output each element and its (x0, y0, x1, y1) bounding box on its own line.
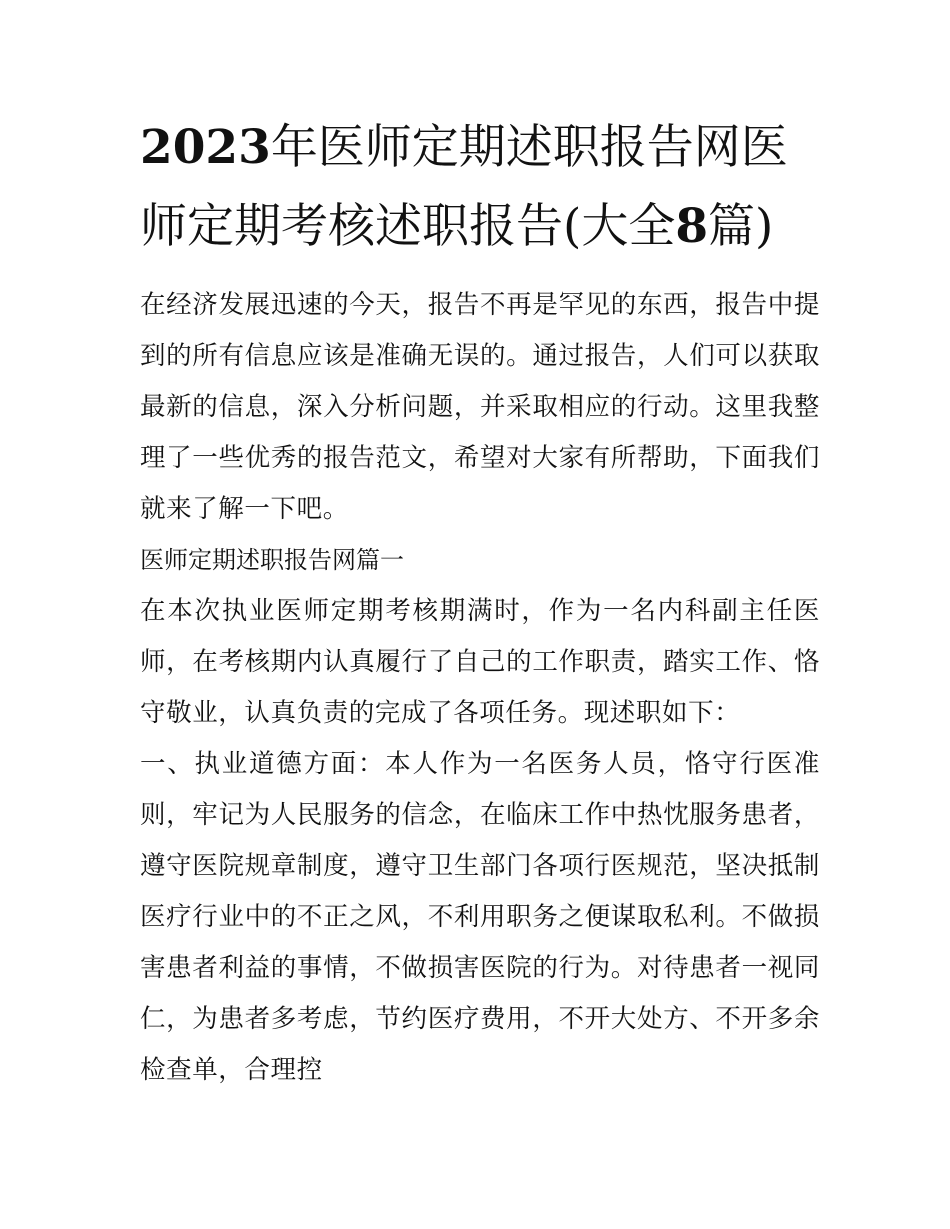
document-body (140, 280, 820, 1096)
title-year: 2023 (140, 120, 271, 175)
document-page (140, 108, 820, 1096)
paragraph-1: 在本次执业医师定期考核期满时，作为一名内科副主任医师，在考核期内认真履行了自己的工作职责，踏实工作、恪守敬业，认真负责的完成了各项任务。现述职如下： (140, 596, 820, 728)
paragraph-2: 一、执业道德方面：本人作为一名医务人员，恪守行医准则，牢记为人民服务的信念，在临床工作中热忱服务患者，遵守医院规章制度，遵守卫生部门各项行医规范，坚决抵制医疗行业中的不正之风，不利用职务之便谋取私利。不做损害患者利益的事情，不做损害医院的行为。对待患者一视同仁，为患者多考虑，节约医疗费用，不开大处方、不开多余检查单，合理控 (140, 749, 820, 1085)
title-end: 篇) (708, 199, 774, 254)
intro-paragraph: 在经济发展迅速的今天，报告不再是罕见的东西，报告中提到的所有信息应该是准确无误的。通过报告，人们可以获取最新的信息，深入分析问题，并采取相应的行动。这里我整理了一些优秀的报告范文，希望对大家有所帮助，下面我们就来了解一下吧。 (140, 290, 820, 524)
title-count: 8 (675, 199, 709, 254)
title-text: 年医师定期述职报告网医师定期考核述职报告(大全 (140, 120, 788, 254)
document-title (140, 108, 820, 266)
section-heading: 医师定期述职报告网篇一 (140, 546, 404, 574)
